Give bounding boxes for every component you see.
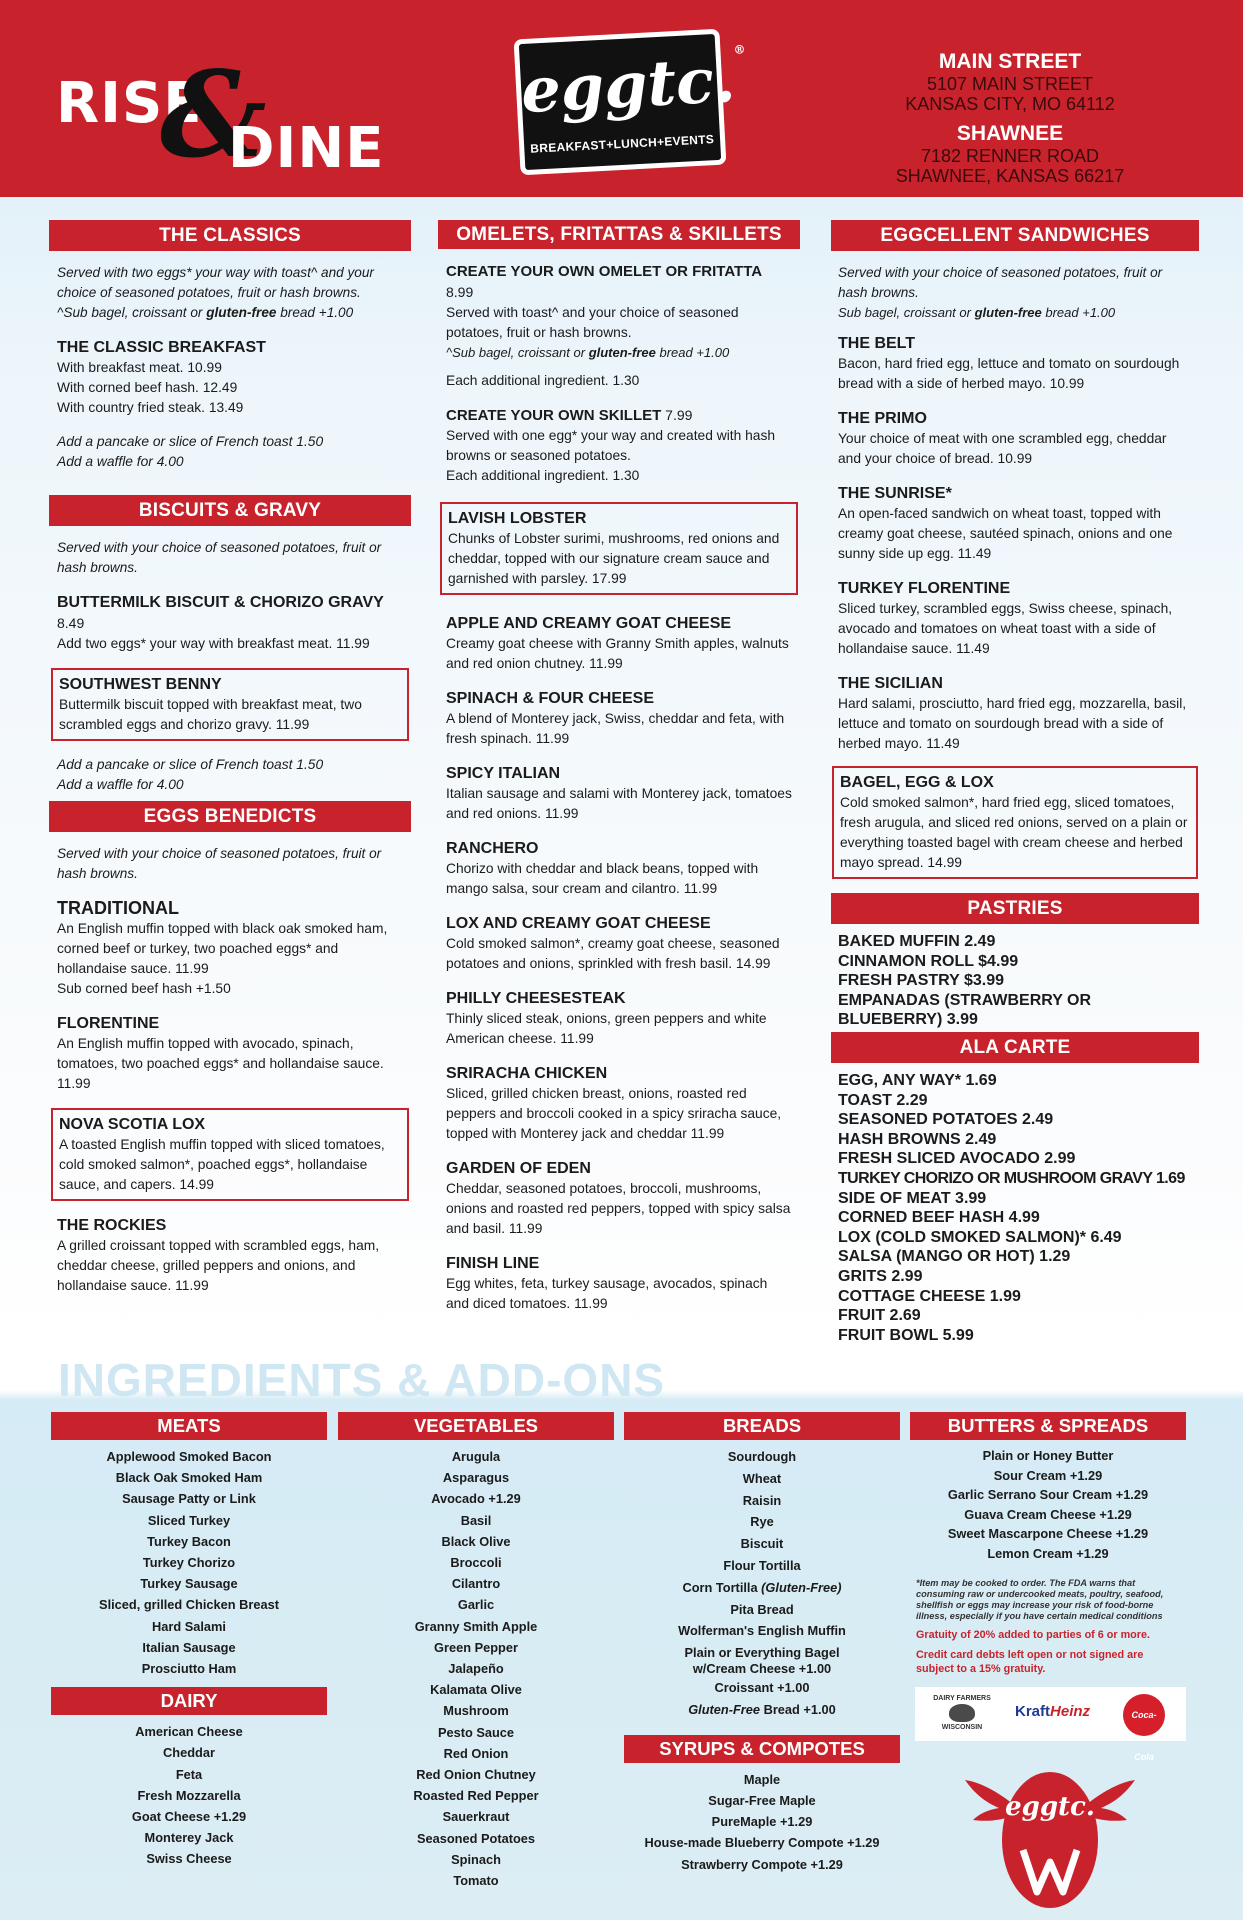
- list-item: Wolferman's English Muffin: [678, 1623, 846, 1639]
- list-item: CINNAMON ROLL $4.99: [838, 952, 1019, 970]
- list-item: Biscuit: [740, 1536, 784, 1552]
- corn-tortilla-label: Corn Tortilla: [682, 1579, 762, 1595]
- logo-word: eggtc.: [519, 42, 738, 128]
- list-item: Sauerkraut: [442, 1809, 510, 1825]
- syrups-title: SYRUPS & COMPOTES: [624, 1735, 900, 1763]
- list-item: Hard Salami: [152, 1618, 226, 1634]
- item-title: APPLE AND CREAMY GOAT CHEESE: [446, 615, 732, 632]
- brand-ampersand: &: [160, 45, 267, 184]
- list-item: Plain or Honey Butter: [982, 1448, 1114, 1463]
- sub-note-price: bread +1.00: [276, 305, 354, 320]
- list-item: Pesto Sauce: [437, 1724, 515, 1740]
- list-item: PureMaple +1.29: [711, 1814, 813, 1830]
- item-desc: Cold smoked salmon*, creamy goat cheese, seasoned potatoes and onions, sprinkled with fresh basil. 14.99: [446, 936, 780, 971]
- list-item: [624, 1645, 900, 1677]
- menu-item: [446, 688, 792, 749]
- list-item: Croissant +1.00: [714, 1680, 810, 1696]
- menu-item: [838, 483, 1192, 564]
- list-item: FRESH PASTRY $3.99: [838, 972, 1004, 990]
- list-item: FRUIT BOWL 5.99: [838, 1326, 974, 1344]
- list-item: Broccoli: [450, 1555, 502, 1571]
- menu-item: [838, 673, 1192, 754]
- item-title: TRADITIONAL: [57, 898, 179, 918]
- logo-tagline: BREAKFAST+LUNCH+EVENTS: [529, 132, 715, 156]
- list-item: [624, 1577, 900, 1599]
- brand-rise: RISE: [56, 71, 203, 136]
- item-desc: Add two eggs* your way with breakfast meat. 11.99: [57, 636, 370, 651]
- list-item: Garlic: [457, 1597, 495, 1613]
- list-item: Mushroom: [443, 1703, 509, 1719]
- menu-item: [446, 838, 792, 899]
- item-title: BUTTERMILK BISCUIT & CHORIZO GRAVY: [57, 594, 384, 611]
- location-name: SHAWNEE: [956, 122, 1064, 145]
- list-item: American Cheese: [135, 1724, 243, 1740]
- location-main-street: [880, 50, 1140, 114]
- cow-icon: [949, 1704, 975, 1722]
- meats-title: MEATS: [51, 1412, 327, 1440]
- vegetables-title: VEGETABLES: [338, 1412, 614, 1440]
- list-item: FRUIT 2.69: [838, 1307, 921, 1325]
- heinz-text: Heinz: [1050, 1703, 1091, 1720]
- menu-item: [57, 337, 403, 418]
- list-item: House-made Blueberry Compote +1.29: [644, 1835, 880, 1851]
- list-item: Swiss Cheese: [146, 1851, 232, 1867]
- list-item: Granny Smith Apple: [414, 1618, 538, 1634]
- section-title-benedicts: EGGS BENEDICTS: [49, 801, 411, 832]
- menu-item: [57, 1215, 403, 1296]
- list-item: Jalapeño: [448, 1661, 504, 1677]
- sponsor-logos: [915, 1687, 1186, 1762]
- list-item: HASH BROWNS 2.49: [838, 1130, 997, 1148]
- menu-item: [57, 898, 403, 999]
- list-item: [624, 1699, 900, 1721]
- menu-item: [446, 1253, 792, 1314]
- kraft-heinz-logo: [1015, 1703, 1090, 1720]
- list-item: EMPANADAS (STRAWBERRY OR BLUEBERRY) 3.99: [838, 991, 1092, 1029]
- item-title: SPINACH & FOUR CHEESE: [446, 690, 655, 707]
- item-title: NOVA SCOTIA LOX: [59, 1116, 206, 1133]
- benedicts-intro: Served with your choice of seasoned potatoes, fruit or hash browns.: [57, 846, 382, 881]
- list-item: LOX (COLD SMOKED SALMON)* 6.49: [838, 1228, 1122, 1246]
- credit-card-note: Credit card debts left open or not signed are subject to a 15% gratuity.: [916, 1648, 1144, 1675]
- featured-item-bagel-egg-lox: [832, 766, 1198, 879]
- item-desc: Chorizo with cheddar and black beans, topped with mango salsa, sour cream and cilantro. 11.99: [446, 861, 759, 896]
- item-desc: Sliced turkey, scrambled eggs, Swiss cheese, spinach, avocado and tomatoes on wheat toast with a side of hollandaise sauce. 11.49: [838, 601, 1173, 656]
- dairy-farmers-text: DAIRY FARMERS: [933, 1695, 991, 1702]
- ingredients-meats: [51, 1412, 327, 1870]
- list-item: Black Oak Smoked Ham: [115, 1470, 263, 1486]
- item-title: SOUTHWEST BENNY: [59, 676, 222, 693]
- column-right: [831, 220, 1199, 1345]
- list-item: Cilantro: [451, 1576, 501, 1592]
- item-desc: Cheddar, seasoned potatoes, broccoli, mushrooms, onions and roasted red peppers, topped with spicy salsa and basil. 11.99: [446, 1181, 791, 1236]
- dairy-title: DAIRY: [51, 1687, 327, 1715]
- item-desc: Sliced, grilled chicken breast, onions, roasted red peppers and broccoli cooked in a spicy sriracha sauce, topped with Monterey jack and cheddar 11.99: [446, 1086, 782, 1141]
- menu-item: [446, 1063, 792, 1144]
- gluten-free-price: Bread +1.00: [760, 1701, 836, 1717]
- dairy-farmers-logo: [927, 1695, 997, 1731]
- item-extra: Each additional ingredient. 1.30: [446, 373, 640, 388]
- list-item: SIDE OF MEAT 3.99: [838, 1189, 987, 1207]
- ingredients-butters: [910, 1412, 1186, 1676]
- item-title: FINISH LINE: [446, 1255, 540, 1272]
- addon-note: Add a waffle for 4.00: [57, 454, 184, 469]
- biscuits-intro: Served with your choice of seasoned potatoes, fruit or hash browns.: [57, 540, 382, 575]
- list-item: COTTAGE CHEESE 1.99: [838, 1287, 1021, 1305]
- list-item: Kalamata Olive: [430, 1682, 522, 1698]
- egg-wings-icon: [965, 1752, 1135, 1912]
- classics-addons: [57, 432, 403, 472]
- list-item: EGG, ANY WAY* 1.69: [838, 1071, 997, 1089]
- fda-disclaimer: *Item may be cooked to order. The FDA warns that consuming raw or undercooked meats, poultry, seafood, shellfish or eggs may increase your risk of food-borne illness, especially if you have certain medical conditions: [916, 1577, 1164, 1621]
- menu-item: [838, 333, 1192, 394]
- location-city: SHAWNEE, KANSAS 66217: [895, 166, 1125, 186]
- list-item: SEASONED POTATOES 2.49: [838, 1111, 1054, 1129]
- list-item: Turkey Bacon: [147, 1533, 231, 1549]
- list-item: TOAST 2.29: [838, 1091, 928, 1109]
- section-title-sandwiches: EGGCELLENT SANDWICHES: [831, 220, 1199, 251]
- item-desc: Chunks of Lobster surimi, mushrooms, red onions and cheddar, topped with our signature cream sauce and garnished with parsley. 17.99: [448, 531, 780, 586]
- menu-item: [446, 405, 792, 486]
- list-item: SALSA (MANGO OR HOT) 1.29: [838, 1248, 1071, 1266]
- list-item: Roasted Red Pepper: [413, 1788, 539, 1804]
- featured-item-southwest-benny: [51, 668, 409, 741]
- list-item: Sugar-Free Maple: [708, 1792, 816, 1808]
- item-desc: Served with toast^ and your choice of seasoned potatoes, fruit or hash browns.: [446, 305, 739, 340]
- header-banner: [0, 0, 1243, 197]
- list-item: Seasoned Potatoes: [416, 1830, 536, 1846]
- biscuits-addons: [57, 755, 403, 795]
- list-item: Maple: [743, 1771, 781, 1787]
- item-desc: Creamy goat cheese with Granny Smith apples, walnuts and red onion chutney. 11.99: [446, 636, 789, 671]
- bagel-line: Plain or Everything Bagel: [684, 1645, 840, 1661]
- list-item: Red Onion Chutney: [416, 1767, 536, 1783]
- pastries-list: [831, 932, 1199, 1030]
- list-item: Italian Sausage: [142, 1639, 236, 1655]
- item-title: THE PRIMO: [838, 410, 927, 427]
- wisconsin-text: WISCONSIN: [941, 1724, 983, 1731]
- classics-intro-line: Served with two eggs* your way with toast^ and your choice of seasoned potatoes, fruit or hash browns.: [57, 265, 374, 300]
- item-desc: An English muffin topped with black oak smoked ham, corned beef or turkey, two poached eggs* and hollandaise sauce. 11.99: [57, 921, 388, 976]
- item-desc: Egg whites, feta, turkey sausage, avocados, spinach and diced tomatoes. 11.99: [446, 1276, 768, 1311]
- mascot-word: eggtc.: [1005, 1792, 1095, 1822]
- item-desc: Buttermilk biscuit topped with breakfast meat, two scrambled eggs and chorizo gravy. 11.99: [59, 697, 362, 732]
- menu-item: [446, 988, 792, 1049]
- sub-note: ^Sub bagel, croissant or: [57, 305, 207, 320]
- list-item: TURKEY CHORIZO OR MUSHROOM GRAVY 1.69: [838, 1169, 1185, 1187]
- addon-note: Add a waffle for 4.00: [57, 777, 184, 792]
- rise-and-dine-logo: [52, 45, 412, 184]
- addon-note: Add a pancake or slice of French toast 1.50: [57, 757, 324, 772]
- list-item: Basil: [460, 1512, 492, 1528]
- location-address: 5107 MAIN STREET: [926, 74, 1094, 94]
- item-desc: A blend of Monterey jack, Swiss, cheddar and feta, with fresh spinach. 11.99: [446, 711, 785, 746]
- item-title: TURKEY FLORENTINE: [838, 580, 1011, 597]
- item-extra: Each additional ingredient. 1.30: [446, 468, 640, 483]
- gluten-free-note: (Gluten-Free): [761, 1579, 842, 1595]
- gluten-free-label: Gluten-Free: [688, 1701, 761, 1717]
- item-desc: A grilled croissant topped with scrambled eggs, ham, cheddar cheese, grilled peppers and onions, and hollandaise sauce. 11.99: [57, 1238, 380, 1293]
- item-line: With country fried steak. 13.49: [57, 400, 244, 415]
- list-item: Turkey Sausage: [140, 1576, 238, 1592]
- list-item: Raisin: [742, 1492, 782, 1508]
- menu-item: [838, 408, 1192, 469]
- list-item: FRESH SLICED AVOCADO 2.99: [838, 1150, 1076, 1168]
- location-city: KANSAS CITY, MO 64112: [905, 94, 1115, 114]
- list-item: Flour Tortilla: [723, 1557, 801, 1573]
- kraft-text: Kraft: [1015, 1703, 1051, 1720]
- list-item: Pita Bread: [730, 1601, 794, 1617]
- sub-note-bold: gluten-free: [206, 305, 277, 320]
- ingredients-breads: [624, 1412, 900, 1875]
- featured-item-lavish-lobster: [440, 502, 798, 595]
- item-title: THE SUNRISE*: [838, 485, 952, 502]
- menu-item: [838, 578, 1192, 659]
- item-title: GARDEN OF EDEN: [446, 1160, 591, 1177]
- list-item: Arugula: [451, 1449, 501, 1464]
- list-item: Cheddar: [163, 1745, 215, 1761]
- list-item: Feta: [175, 1766, 203, 1782]
- list-item: GRITS 2.99: [838, 1267, 923, 1285]
- sandwiches-intro-line: Served with your choice of seasoned potatoes, fruit or hash browns.: [838, 265, 1163, 300]
- item-desc: A toasted English muffin topped with sliced tomatoes, cold smoked salmon*, poached eggs*, hollandaise sauce, and capers. 14.99: [59, 1137, 385, 1192]
- list-item: Turkey Chorizo: [142, 1555, 236, 1571]
- breads-title: BREADS: [624, 1412, 900, 1440]
- list-item: Tomato: [453, 1873, 499, 1889]
- sub-note-bold: gluten-free: [974, 305, 1042, 320]
- menu-item: [57, 1013, 403, 1094]
- item-title: SRIRACHA CHICKEN: [446, 1065, 608, 1082]
- list-item: Sourdough: [727, 1449, 797, 1464]
- list-item: Red Onion: [443, 1745, 509, 1761]
- featured-item-nova-scotia-lox: [51, 1108, 409, 1201]
- item-line: With breakfast meat. 10.99: [57, 360, 222, 375]
- location-address: 7182 RENNER ROAD: [920, 146, 1100, 166]
- list-item: Monterey Jack: [144, 1830, 234, 1846]
- logo-registered: ®: [733, 42, 746, 57]
- alacarte-list: [831, 1071, 1199, 1345]
- menu-item: [446, 763, 792, 824]
- list-item: Applewood Smoked Bacon: [106, 1449, 272, 1464]
- item-price: 8.99: [446, 284, 474, 300]
- eggtc-logo: [514, 29, 746, 176]
- menu-item: [57, 592, 403, 654]
- list-item: Black Olive: [441, 1533, 511, 1549]
- column-middle: [438, 220, 800, 1314]
- sub-note-bold: gluten-free: [588, 345, 656, 360]
- item-price: 8.49: [57, 615, 85, 631]
- list-item: Spinach: [451, 1851, 501, 1867]
- item-price: 7.99: [661, 407, 693, 423]
- menu-item: [446, 1158, 792, 1239]
- list-item: Fresh Mozzarella: [137, 1787, 241, 1803]
- coca-cola-logo: Coca-Cola: [1123, 1694, 1165, 1736]
- item-desc: Bacon, hard fried egg, lettuce and tomato on sourdough bread with a side of herbed mayo. 10.99: [838, 356, 1180, 391]
- item-title: THE CLASSIC BREAKFAST: [57, 339, 266, 356]
- item-title: RANCHERO: [446, 840, 539, 857]
- sub-note-price: bread +1.00: [1041, 305, 1116, 320]
- menu-item: [446, 261, 792, 391]
- location-shawnee: [880, 122, 1140, 186]
- item-desc: An English muffin topped with avocado, spinach, tomatoes, two poached eggs* and hollandaise sauce. 11.99: [57, 1036, 384, 1091]
- sub-note: Sub bagel, croissant or: [838, 305, 975, 320]
- item-title: SPICY ITALIAN: [446, 765, 561, 782]
- list-item: Sour Cream +1.29: [993, 1467, 1103, 1483]
- bagel-line: w/Cream Cheese +1.00: [692, 1661, 832, 1677]
- sub-note-price: bread +1.00: [655, 345, 730, 360]
- item-desc: Hard salami, prosciutto, hard fried egg, mozzarella, basil, lettuce and tomato on sourdough bread with a side of herbed mayo. 11.49: [838, 696, 1187, 751]
- ingredients-vegetables: [338, 1412, 614, 1891]
- column-left: [49, 220, 411, 1296]
- addon-note: Add a pancake or slice of French toast 1.50: [57, 434, 324, 449]
- list-item: Sliced Turkey: [147, 1512, 231, 1528]
- item-title: CREATE YOUR OWN OMELET OR FRITATTA: [446, 263, 763, 280]
- list-item: Sliced, grilled Chicken Breast: [99, 1597, 279, 1613]
- section-title-pastries: PASTRIES: [831, 893, 1199, 924]
- list-item: Goat Cheese +1.29: [131, 1809, 247, 1825]
- list-item: Garlic Serrano Sour Cream +1.29: [947, 1487, 1149, 1503]
- list-item: Guava Cream Cheese +1.29: [964, 1506, 1132, 1522]
- egg-mascot-icon: [965, 1752, 1135, 1912]
- list-item: Wheat: [742, 1470, 782, 1486]
- menu-item: [446, 913, 792, 974]
- list-item: Sausage Patty or Link: [122, 1491, 256, 1507]
- gratuity-note: Gratuity of 20% added to parties of 6 or more.: [916, 1628, 1150, 1641]
- item-desc: An open-faced sandwich on wheat toast, topped with creamy goat cheese, sautéed spinach, onions and one sunny side up egg. 11.49: [838, 506, 1173, 561]
- classics-intro: [57, 263, 403, 323]
- section-title-alacarte: ALA CARTE: [831, 1032, 1199, 1063]
- list-item: Asparagus: [442, 1470, 510, 1486]
- item-desc: Italian sausage and salami with Monterey jack, tomatoes and red onions. 11.99: [446, 786, 792, 821]
- list-item: Sweet Mascarpone Cheese +1.29: [947, 1526, 1149, 1542]
- item-title: CREATE YOUR OWN SKILLET: [446, 407, 662, 424]
- section-title-classics: THE CLASSICS: [49, 220, 411, 251]
- item-desc: Your choice of meat with one scrambled egg, cheddar and your choice of bread. 10.99: [838, 431, 1167, 466]
- list-item: Avocado +1.29: [431, 1491, 521, 1507]
- item-desc: Cold smoked salmon*, hard fried egg, sliced tomatoes, fresh arugula, and sliced red onions, served on a plain or everything toasted bagel with cream cheese and herbed mayo spread. 14.99: [840, 795, 1188, 870]
- section-title-biscuits: BISCUITS & GRAVY: [49, 495, 411, 526]
- item-title: PHILLY CHEESESTEAK: [446, 990, 626, 1007]
- section-title-omelets: OMELETS, FRITATTAS & SKILLETS: [438, 220, 800, 249]
- item-title: THE BELT: [838, 335, 916, 352]
- location-name: MAIN STREET: [938, 50, 1082, 73]
- sub-note: ^Sub bagel, croissant or: [446, 345, 589, 360]
- item-extra: Sub corned beef hash +1.50: [57, 981, 231, 996]
- brand-dine: DINE: [228, 116, 385, 181]
- sandwiches-intro: [838, 263, 1192, 323]
- list-item: CORNED BEEF HASH 4.99: [838, 1209, 1040, 1227]
- item-title: LOX AND CREAMY GOAT CHEESE: [446, 915, 711, 932]
- item-title: THE SICILIAN: [838, 675, 943, 692]
- item-desc: Served with one egg* your way and created with hash browns or seasoned potatoes.: [446, 428, 776, 463]
- menu-item: [446, 613, 792, 674]
- list-item: Prosciutto Ham: [141, 1661, 237, 1677]
- item-title: BAGEL, EGG & LOX: [840, 774, 994, 791]
- butters-title: BUTTERS & SPREADS: [910, 1412, 1186, 1440]
- list-item: BAKED MUFFIN 2.49: [838, 933, 996, 950]
- list-item: Rye: [750, 1514, 774, 1530]
- list-item: Strawberry Compote +1.29: [681, 1856, 843, 1872]
- item-line: With corned beef hash. 12.49: [57, 380, 238, 395]
- item-title: THE ROCKIES: [57, 1217, 167, 1234]
- item-title: LAVISH LOBSTER: [448, 510, 587, 527]
- item-desc: Thinly sliced steak, onions, green peppers and white American cheese. 11.99: [446, 1011, 767, 1046]
- item-title: FLORENTINE: [57, 1015, 160, 1032]
- list-item: Lemon Cream +1.29: [987, 1545, 1109, 1561]
- ingredients-title: INGREDIENTS & ADD-ONS: [58, 1354, 666, 1406]
- list-item: Green Pepper: [434, 1639, 518, 1655]
